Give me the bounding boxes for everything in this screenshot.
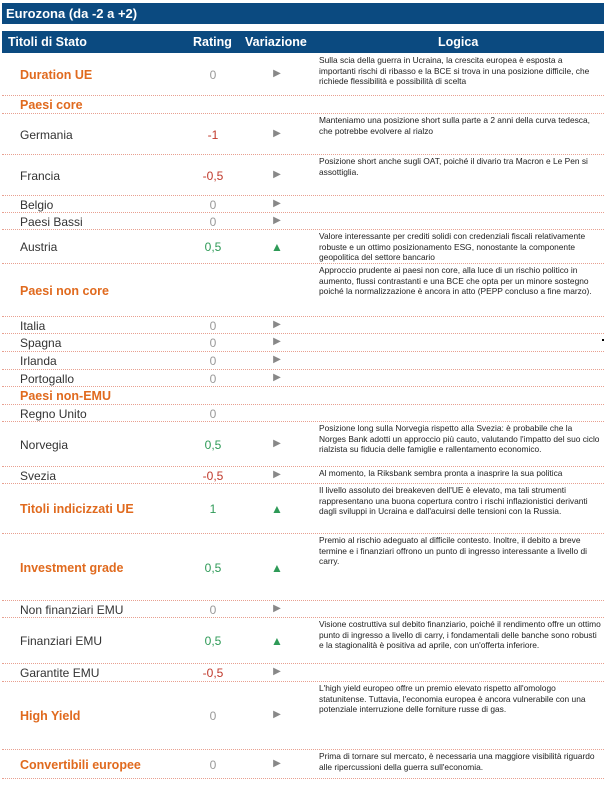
arrow-right-icon: ▶ [273, 371, 281, 383]
row-name: Paesi core [20, 98, 83, 112]
row-rating: 0 [209, 757, 217, 772]
table-row [2, 96, 604, 114]
arrow-up-icon: ▲ [271, 502, 283, 516]
row-name: Garantite EMU [20, 666, 100, 680]
row-logic: Al momento, la Riksbank sembra pronta a inasprire la sua politica [319, 468, 563, 478]
table-row [2, 387, 604, 405]
table-row [2, 230, 604, 264]
row-rating: -0,5 [202, 468, 224, 483]
arrow-up-icon: ▲ [271, 634, 283, 648]
table-row [2, 352, 604, 370]
header-rating: Rating [193, 35, 232, 49]
row-name: Svezia [20, 468, 57, 483]
arrow-right-icon: ▶ [273, 709, 281, 720]
row-logic: Il livello assoluto dei breakeven dell'UE è elevato, ma tali strumenti rappresentano una buona copertura contro i rischi inflazionistici derivanti dagli sviluppi in Ucraina e dall'acuirsi delle tensioni con la Russia. [319, 485, 588, 516]
arrow-right-icon: ▶ [273, 336, 281, 347]
row-name: Portogallo [20, 371, 75, 386]
row-rating: -1 [207, 127, 219, 142]
arrow-right-icon: ▶ [273, 197, 281, 209]
row-rating: 0 [209, 68, 217, 82]
row-name: Spagna [20, 336, 62, 350]
row-rating: -0,5 [202, 168, 224, 183]
row-rating: 0 [209, 318, 217, 333]
row-name: Paesi non core [20, 283, 109, 298]
edge-mark [602, 339, 604, 341]
table-row [2, 370, 604, 387]
row-name: Regno Unito [20, 406, 87, 421]
row-logic: Valore interessante per crediti solidi con credenziali fiscali relativamente robuste e un ottimo posizionamento ESG, nonostante la componente geopolitica del settore bancario [319, 231, 586, 262]
table-row [2, 317, 604, 334]
table-row [2, 467, 604, 484]
row-name: Duration UE [20, 68, 93, 82]
arrow-right-icon: ▶ [273, 214, 281, 226]
row-name: Finanziari EMU [20, 634, 103, 648]
row-name: Titoli indicizzati UE [20, 502, 134, 516]
row-rating: 0 [209, 602, 217, 617]
row-rating: -0,5 [202, 666, 224, 680]
row-name: Austria [20, 240, 58, 254]
header-titoli: Titoli di Stato [8, 35, 87, 49]
table-row [2, 484, 604, 534]
row-rating: 0,5 [204, 634, 222, 648]
table-row [2, 664, 604, 682]
table-row [2, 334, 604, 352]
table-row [2, 682, 604, 750]
table-row [2, 534, 604, 601]
header-variazione: Variazione [245, 35, 307, 49]
table-row [2, 213, 604, 230]
row-name: Paesi Bassi [20, 214, 83, 229]
arrow-right-icon: ▶ [273, 127, 281, 139]
table-row [2, 54, 604, 96]
row-rating: 0 [209, 197, 217, 212]
arrow-right-icon: ▶ [273, 666, 281, 677]
row-logic: Posizione short anche sugli OAT, poiché il divario tra Macron e Le Pen si assottiglia. [319, 156, 588, 177]
row-name: Investment grade [20, 560, 124, 575]
arrow-right-icon: ▶ [273, 602, 281, 614]
row-rating: 0,5 [204, 437, 222, 452]
row-logic: Posizione long sulla Norvegia rispetto alla Svezia: è probabile che la Norges Bank adotti un approccio più cauto, valutando l'impatto del suo ciclo rialzista su fiducia delle famiglie e rallentamento economico. [319, 423, 600, 454]
row-logic: Approccio prudente ai paesi non core, alla luce di un rischio politico in aumento, flussi contrastanti e una BCE che opta per un minore sostegno poiché la normalizzazione è ancora in atto (PEPP concluso a fine marzo). [319, 265, 592, 296]
header-logica: Logica [438, 35, 479, 49]
row-rating: 0,5 [204, 560, 222, 575]
row-rating: 0 [209, 709, 217, 723]
row-logic: Manteniamo una posizione short sulla parte a 2 anni della curva tedesca, che potrebbe evolvere al rialzo [319, 115, 590, 136]
table-header [2, 31, 604, 53]
row-name: Paesi non-EMU [20, 389, 111, 403]
row-rating: 1 [209, 502, 217, 516]
row-logic: Sulla scia della guerra in Ucraina, la crescita europea è esposta a importanti rischi di ribasso e la BCE si trova in una posizione difficile, che richiede flessibilità e possibilità di scelta [319, 55, 590, 86]
arrow-right-icon: ▶ [273, 437, 281, 449]
table-row [2, 422, 604, 467]
row-rating: 0 [209, 371, 217, 386]
row-rating: 0 [209, 336, 217, 350]
row-name: Belgio [20, 197, 54, 212]
table-row [2, 601, 604, 618]
row-logic: L'high yield europeo offre un premio elevato rispetto all'omologo statunitense. Tuttavia, l'economia europea è ancora vulnerabile con una potenziale interruzione delle forniture russe di gas. [319, 683, 586, 714]
table-row [2, 264, 604, 317]
row-name: High Yield [20, 709, 81, 723]
arrow-right-icon: ▶ [273, 318, 281, 330]
row-logic: Visione costruttiva sul debito finanziario, poiché il rendimento offre un ottimo punto di ingresso a livello di carry, i fondamentali delle banche sono robusti e la stagionalità è positiva ad aprile, con un'offerta inferiore. [319, 619, 601, 650]
table-row [2, 196, 604, 213]
arrow-up-icon: ▲ [271, 560, 283, 575]
arrow-right-icon: ▶ [273, 468, 281, 480]
row-logic: Prima di tornare sul mercato, è necessaria una maggiore visibilità riguardo alle ripercussioni della guerra sull'economia. [319, 751, 595, 772]
table-row [2, 405, 604, 422]
table-title: Eurozona (da -2 a +2) [2, 3, 604, 24]
row-rating: 0 [209, 354, 217, 368]
table-row [2, 114, 604, 155]
row-name: Non finanziari EMU [20, 602, 124, 617]
row-name: Germania [20, 127, 73, 142]
table-body [2, 54, 604, 779]
row-name: Italia [20, 318, 46, 333]
arrow-right-icon: ▶ [273, 757, 281, 769]
table-row [2, 618, 604, 664]
row-rating: 0,5 [204, 240, 222, 254]
row-rating: 0 [209, 406, 217, 421]
row-name: Irlanda [20, 354, 57, 368]
table-row [2, 155, 604, 196]
row-name: Francia [20, 168, 61, 183]
row-name: Convertibili europee [20, 757, 141, 772]
arrow-up-icon: ▲ [271, 240, 283, 254]
table-row [2, 750, 604, 779]
arrow-right-icon: ▶ [273, 68, 281, 79]
arrow-right-icon: ▶ [273, 354, 281, 365]
row-name: Norvegia [20, 437, 69, 452]
row-logic: Premio al rischio adeguato al difficile contesto. Inoltre, il debito a breve termine e i finanziari offrono un punto di ingresso interessante a livello di carry. [319, 535, 587, 566]
arrow-right-icon: ▶ [273, 168, 281, 180]
row-rating: 0 [209, 214, 217, 229]
